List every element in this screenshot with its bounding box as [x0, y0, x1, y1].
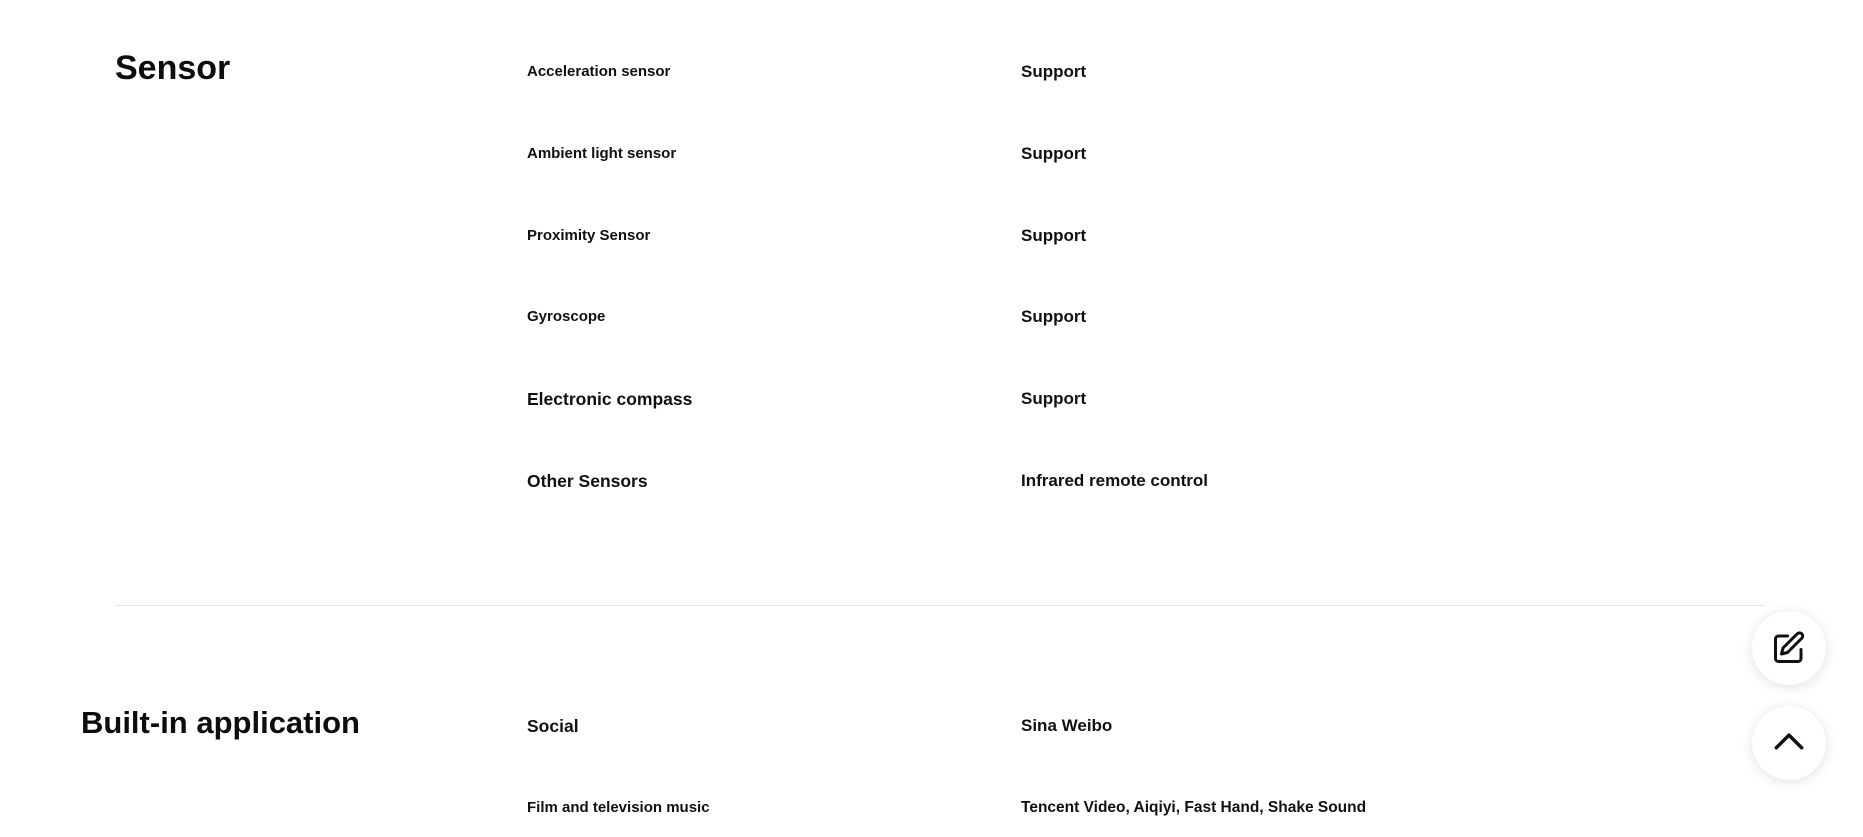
spec-row [0, 57, 1863, 87]
spec-label: Gyroscope [527, 308, 606, 325]
spec-value: Support [1021, 307, 1087, 326]
spec-label: Ambient light sensor [527, 145, 677, 162]
spec-label: Acceleration sensor [527, 63, 671, 80]
spec-row [0, 711, 1863, 741]
spec-value: Sina Weibo [1021, 716, 1113, 735]
spec-label: Film and television music [527, 799, 710, 816]
edit-button[interactable] [1752, 611, 1826, 685]
section-title: Sensor [115, 49, 231, 87]
section-title: Built-in application [81, 705, 360, 740]
spec-label: Other Sensors [527, 471, 648, 491]
spec-row [0, 302, 1863, 332]
spec-label: Proximity Sensor [527, 227, 651, 244]
spec-label: Electronic compass [527, 389, 693, 409]
section-divider [115, 605, 1765, 606]
spec-value: Support [1021, 226, 1087, 245]
spec-value: Support [1021, 144, 1087, 163]
edit-icon [1771, 630, 1807, 666]
spec-row [0, 384, 1863, 414]
spec-value: Support [1021, 389, 1087, 408]
spec-value: Support [1021, 62, 1087, 81]
spec-label: Social [527, 716, 579, 736]
spec-value: Tencent Video, Aiqiyi, Fast Hand, Shake Sound [1021, 799, 1367, 816]
chevron-up-icon [1770, 724, 1808, 762]
spec-row [0, 793, 1863, 823]
spec-row [0, 139, 1863, 169]
spec-row [0, 466, 1863, 496]
spec-row [0, 221, 1863, 251]
spec-value: Infrared remote control [1021, 471, 1209, 490]
back-to-top-button[interactable] [1752, 706, 1826, 780]
